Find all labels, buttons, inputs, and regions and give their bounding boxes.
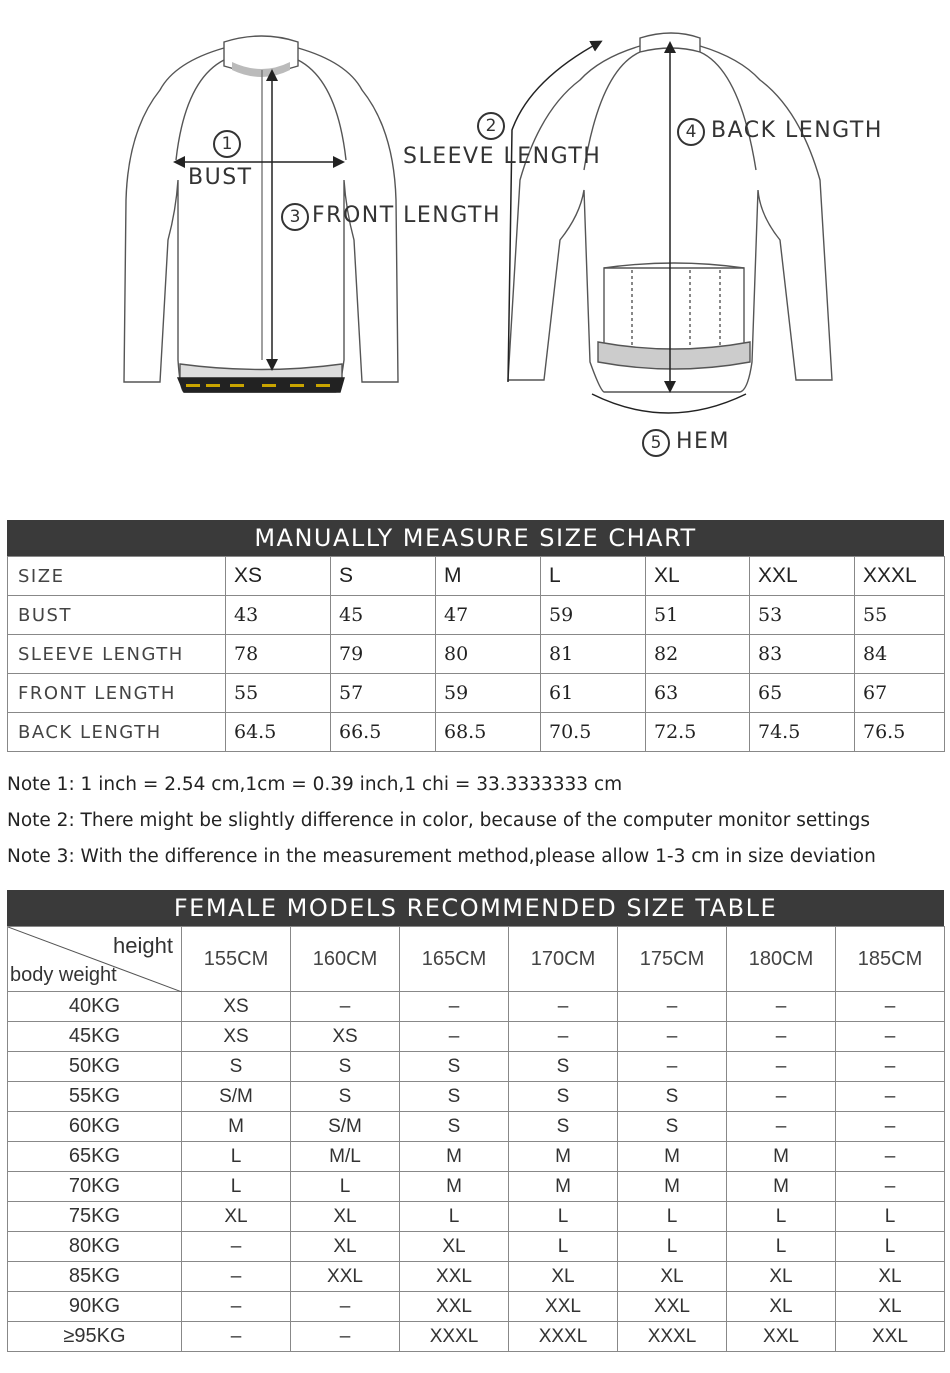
note-2: Note 2: There might be slightly difference in color, because of the computer monitor settings xyxy=(7,810,870,831)
recommended-size-cell: XL xyxy=(400,1232,509,1262)
recommended-size-cell: – xyxy=(727,1112,836,1142)
recommend-row xyxy=(8,1142,945,1172)
recommended-size-cell: S xyxy=(509,1112,618,1142)
recommended-size-cell: M xyxy=(509,1172,618,1202)
recommend-row xyxy=(8,1322,945,1352)
recommended-size-cell: M xyxy=(618,1142,727,1172)
recommended-size-cell: L xyxy=(182,1172,291,1202)
size-chart-cell: 76.5 xyxy=(855,713,945,752)
recommend-row xyxy=(8,1232,945,1262)
size-chart-cell: 80 xyxy=(436,635,541,674)
recommended-size-cell: S/M xyxy=(291,1112,400,1142)
recommended-size-cell: – xyxy=(727,992,836,1022)
recommend-row xyxy=(8,1082,945,1112)
recommended-size-cell: – xyxy=(291,1322,400,1352)
size-chart-cell: XXL xyxy=(750,557,855,596)
size-chart-row xyxy=(8,596,945,635)
corner-height-label: height xyxy=(113,933,173,958)
recommended-size-cell: S xyxy=(182,1052,291,1082)
recommended-size-cell: – xyxy=(400,992,509,1022)
recommended-size-cell: – xyxy=(400,1022,509,1052)
size-chart-cell: 79 xyxy=(331,635,436,674)
size-chart-cell: 67 xyxy=(855,674,945,713)
size-chart-cell: 43 xyxy=(226,596,331,635)
recommended-size-cell: XL xyxy=(291,1232,400,1262)
recommended-size-cell: L xyxy=(618,1202,727,1232)
size-chart-cell: 53 xyxy=(750,596,855,635)
recommended-size-cell: XXL xyxy=(400,1262,509,1292)
recommended-size-cell: XXL xyxy=(618,1292,727,1322)
size-chart-cell: 63 xyxy=(646,674,750,713)
size-chart-cell: 68.5 xyxy=(436,713,541,752)
size-chart-cell: 45 xyxy=(331,596,436,635)
recommended-size-cell: L xyxy=(182,1142,291,1172)
back-length-label: BACK LENGTH xyxy=(711,118,883,143)
recommended-size-cell: – xyxy=(618,1022,727,1052)
size-chart-cell: 55 xyxy=(226,674,331,713)
recommended-size-cell: M xyxy=(727,1142,836,1172)
recommended-size-cell: – xyxy=(182,1292,291,1322)
recommended-size-cell: L xyxy=(509,1232,618,1262)
recommended-size-cell: – xyxy=(836,1052,945,1082)
size-chart-cell: 84 xyxy=(855,635,945,674)
recommended-size-cell: M xyxy=(400,1172,509,1202)
notes-section xyxy=(7,770,944,878)
body-weight-cell: ≥95KG xyxy=(8,1322,182,1352)
recommended-size-cell: S xyxy=(509,1052,618,1082)
bust-label: BUST xyxy=(188,165,253,190)
size-chart-cell: XXXL xyxy=(855,557,945,596)
size-chart-cell: 61 xyxy=(541,674,646,713)
recommended-size-cell: XL xyxy=(618,1262,727,1292)
height-column-header: 175CM xyxy=(618,927,727,992)
size-chart-cell: 59 xyxy=(541,596,646,635)
size-chart-row-label: SIZE xyxy=(8,557,226,596)
size-chart-cell: 65 xyxy=(750,674,855,713)
recommended-size-cell: S xyxy=(400,1052,509,1082)
height-column-header: 185CM xyxy=(836,927,945,992)
recommended-size-cell: – xyxy=(618,1052,727,1082)
hem-label: HEM xyxy=(676,429,730,454)
recommended-size-cell: – xyxy=(509,1022,618,1052)
recommended-size-cell: XS xyxy=(182,992,291,1022)
recommended-size-cell: – xyxy=(727,1022,836,1052)
recommended-table-title: FEMALE MODELS RECOMMENDED SIZE TABLE xyxy=(7,890,944,926)
size-chart-cell: 64.5 xyxy=(226,713,331,752)
recommended-size-cell: XL xyxy=(727,1262,836,1292)
recommended-size-cell: XL xyxy=(182,1202,291,1232)
size-chart-row-label: FRONT LENGTH xyxy=(8,674,226,713)
size-chart-cell: 55 xyxy=(855,596,945,635)
recommended-size-cell: S xyxy=(618,1112,727,1142)
recommended-size-cell: – xyxy=(291,1292,400,1322)
front-length-number-badge: 3 xyxy=(281,203,309,231)
body-weight-cell: 45KG xyxy=(8,1022,182,1052)
hem-number-badge: 5 xyxy=(642,429,670,457)
front-length-label: FRONT LENGTH xyxy=(312,203,502,228)
size-chart-row xyxy=(8,635,945,674)
recommended-size-cell: L xyxy=(509,1202,618,1232)
size-chart-cell: 66.5 xyxy=(331,713,436,752)
size-chart-cell: M xyxy=(436,557,541,596)
recommended-size-cell: S xyxy=(509,1082,618,1112)
size-chart-row xyxy=(8,713,945,752)
recommended-size-table xyxy=(7,890,944,1352)
recommended-size-cell: M xyxy=(618,1172,727,1202)
recommend-row xyxy=(8,1172,945,1202)
recommended-size-cell: – xyxy=(182,1232,291,1262)
recommended-size-cell: XS xyxy=(291,1022,400,1052)
recommended-size-cell: S/M xyxy=(182,1082,291,1112)
size-chart-row-label: SLEEVE LENGTH xyxy=(8,635,226,674)
recommended-size-cell: – xyxy=(182,1322,291,1352)
jersey-measurement-diagram xyxy=(0,0,950,480)
recommended-size-cell: – xyxy=(727,1052,836,1082)
bust-number-badge: 1 xyxy=(213,130,241,158)
note-1: Note 1: 1 inch = 2.54 cm,1cm = 0.39 inch,1 chi = 33.3333333 cm xyxy=(7,774,623,795)
body-weight-cell: 60KG xyxy=(8,1112,182,1142)
recommend-row xyxy=(8,1292,945,1322)
recommended-size-cell: – xyxy=(836,1172,945,1202)
jersey-illustration xyxy=(0,0,950,480)
recommended-size-cell: XXL xyxy=(291,1262,400,1292)
body-weight-cell: 85KG xyxy=(8,1262,182,1292)
recommended-size-cell: XL xyxy=(836,1292,945,1322)
note-3: Note 3: With the difference in the measurement method,please allow 1-3 cm in size deviation xyxy=(7,846,876,867)
body-weight-cell: 40KG xyxy=(8,992,182,1022)
recommended-size-cell: M xyxy=(509,1142,618,1172)
table-corner-cell xyxy=(8,927,182,992)
height-column-header: 165CM xyxy=(400,927,509,992)
recommend-row xyxy=(8,992,945,1022)
recommend-row xyxy=(8,1262,945,1292)
recommended-size-cell: XXL xyxy=(400,1292,509,1322)
body-weight-cell: 65KG xyxy=(8,1142,182,1172)
size-chart-row-label: BUST xyxy=(8,596,226,635)
size-chart-cell: L xyxy=(541,557,646,596)
recommend-row xyxy=(8,1052,945,1082)
recommended-size-cell: M/L xyxy=(291,1142,400,1172)
size-chart xyxy=(7,520,944,752)
size-chart-cell: 74.5 xyxy=(750,713,855,752)
body-weight-cell: 50KG xyxy=(8,1052,182,1082)
recommended-size-cell: S xyxy=(291,1082,400,1112)
recommended-size-cell: – xyxy=(509,992,618,1022)
recommended-size-cell: – xyxy=(182,1262,291,1292)
recommended-size-cell: – xyxy=(836,1112,945,1142)
size-chart-cell: 57 xyxy=(331,674,436,713)
height-column-header: 160CM xyxy=(291,927,400,992)
recommended-size-cell: – xyxy=(836,1142,945,1172)
recommended-size-cell: L xyxy=(727,1232,836,1262)
size-chart-cell: XL xyxy=(646,557,750,596)
height-column-header: 180CM xyxy=(727,927,836,992)
size-chart-cell: 59 xyxy=(436,674,541,713)
recommend-row xyxy=(8,1022,945,1052)
recommended-size-cell: – xyxy=(291,992,400,1022)
size-chart-cell: 47 xyxy=(436,596,541,635)
recommended-size-cell: L xyxy=(291,1172,400,1202)
recommended-size-cell: – xyxy=(836,992,945,1022)
recommended-size-cell: – xyxy=(836,1022,945,1052)
recommended-size-cell: – xyxy=(727,1082,836,1112)
recommended-size-cell: M xyxy=(400,1142,509,1172)
recommended-size-cell: L xyxy=(836,1202,945,1232)
sleeve-length-label: SLEEVE LENGTH xyxy=(403,144,602,169)
recommended-size-cell: S xyxy=(291,1052,400,1082)
recommended-size-cell: XXL xyxy=(727,1322,836,1352)
body-weight-cell: 80KG xyxy=(8,1232,182,1262)
size-chart-title: MANUALLY MEASURE SIZE CHART xyxy=(7,520,944,556)
body-weight-cell: 55KG xyxy=(8,1082,182,1112)
recommended-size-cell: XL xyxy=(836,1262,945,1292)
recommended-size-cell: S xyxy=(400,1112,509,1142)
size-chart-cell: 51 xyxy=(646,596,750,635)
recommended-size-cell: – xyxy=(618,992,727,1022)
recommended-size-cell: XXL xyxy=(836,1322,945,1352)
height-column-header: 170CM xyxy=(509,927,618,992)
size-chart-table xyxy=(7,556,945,752)
sleeve-length-number-badge: 2 xyxy=(477,112,505,140)
recommended-size-cell: – xyxy=(836,1082,945,1112)
size-chart-cell: XS xyxy=(226,557,331,596)
recommended-size-cell: S xyxy=(400,1082,509,1112)
size-chart-cell: 70.5 xyxy=(541,713,646,752)
size-chart-cell: 72.5 xyxy=(646,713,750,752)
back-length-number-badge: 4 xyxy=(677,118,705,146)
size-chart-cell: 82 xyxy=(646,635,750,674)
recommended-size-cell: L xyxy=(836,1232,945,1262)
recommended-size-cell: XS xyxy=(182,1022,291,1052)
recommended-size-cell: L xyxy=(400,1202,509,1232)
size-chart-cell: 81 xyxy=(541,635,646,674)
recommended-size-cell: XXXL xyxy=(509,1322,618,1352)
recommended-size-cell: XL xyxy=(509,1262,618,1292)
recommend-row xyxy=(8,1112,945,1142)
recommended-size-cell: L xyxy=(727,1202,836,1232)
size-chart-row xyxy=(8,674,945,713)
size-chart-cell: S xyxy=(331,557,436,596)
body-weight-cell: 70KG xyxy=(8,1172,182,1202)
size-chart-row xyxy=(8,557,945,596)
recommended-size-cell: XXL xyxy=(509,1292,618,1322)
body-weight-cell: 90KG xyxy=(8,1292,182,1322)
recommended-size-cell: L xyxy=(618,1232,727,1262)
size-chart-row-label: BACK LENGTH xyxy=(8,713,226,752)
corner-weight-label: body weight xyxy=(10,964,117,986)
recommended-size-cell: M xyxy=(182,1112,291,1142)
size-chart-cell: 78 xyxy=(226,635,331,674)
recommended-size-cell: XL xyxy=(727,1292,836,1322)
body-weight-cell: 75KG xyxy=(8,1202,182,1232)
recommended-size-cell: XL xyxy=(291,1202,400,1232)
recommended-size-cell: XXXL xyxy=(618,1322,727,1352)
recommended-size-cell: M xyxy=(727,1172,836,1202)
recommended-size-cell: XXXL xyxy=(400,1322,509,1352)
recommended-table-grid xyxy=(7,926,945,1352)
height-column-header: 155CM xyxy=(182,927,291,992)
recommend-row xyxy=(8,1202,945,1232)
size-chart-cell: 83 xyxy=(750,635,855,674)
recommended-size-cell: S xyxy=(618,1082,727,1112)
